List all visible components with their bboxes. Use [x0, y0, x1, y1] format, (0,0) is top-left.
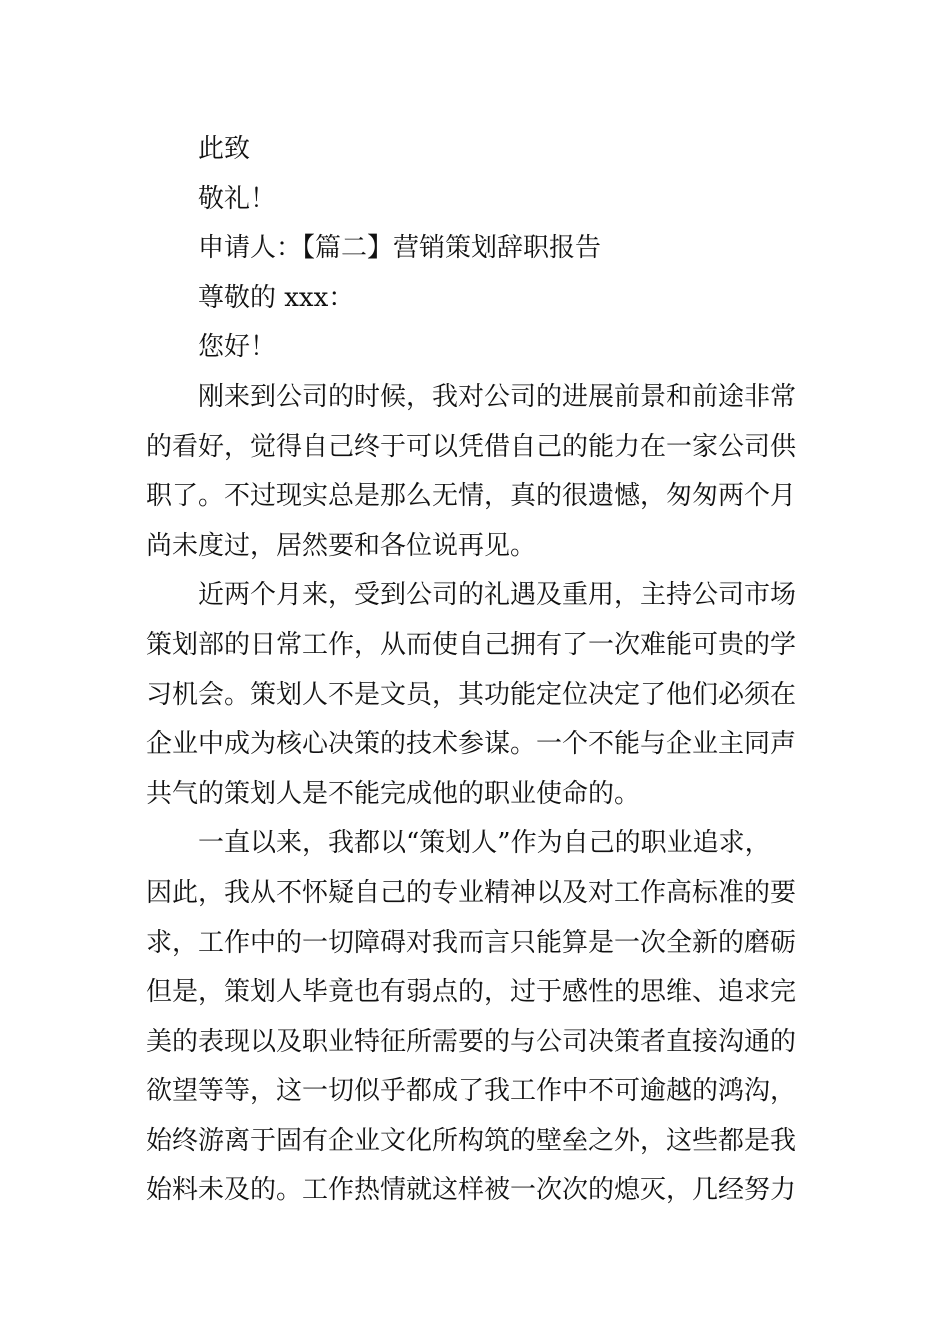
recipient-greeting: 尊敬的 xxx：: [198, 282, 355, 313]
closing-salutation: 此致: [198, 134, 251, 164]
applicant-and-heading: 申请人：【篇二】营销策划辞职报告: [198, 233, 602, 264]
paragraph-2-line-4: 企业中成为核心决策的技术参谋。一个不能与企业主同声: [146, 729, 797, 760]
paragraph-3-line-5: 美的表现以及职业特征所需要的与公司决策者直接沟通的: [146, 1026, 797, 1057]
paragraph-3-line-7: 始终游离于固有企业文化所构筑的壁垒之外，这些都是我: [146, 1125, 797, 1156]
hello-line: 您好！: [198, 332, 277, 363]
paragraph-1-line-4: 尚未度过，居然要和各位说再见。: [146, 530, 537, 561]
paragraph-2-line-2: 策划部的日常工作，从而使自己拥有了一次难能可贵的学: [146, 629, 797, 660]
paragraph-3-line-2: 因此，我从不怀疑自己的专业精神以及对工作高标准的要: [146, 877, 797, 908]
paragraph-3-line-8: 始料未及的。工作热情就这样被一次次的熄灭，几经努力: [146, 1175, 797, 1206]
paragraph-1-line-2: 的看好，觉得自己终于可以凭借自己的能力在一家公司供: [146, 431, 797, 462]
paragraph-3-line-6: 欲望等等，这一切似乎都成了我工作中不可逾越的鸿沟，: [146, 1076, 797, 1107]
paragraph-1-line-3: 职了。不过现实总是那么无情，真的很遗憾，匆匆两个月: [146, 481, 797, 512]
paragraph-3-line-1: 一直以来，我都以“策划人”作为自己的职业追求，: [198, 828, 771, 859]
paragraph-1-line-1: 刚来到公司的时候，我对公司的进展前景和前途非常: [198, 381, 797, 412]
letter-body: [146, 125, 808, 1216]
paragraph-2-line-3: 习机会。策划人不是文员，其功能定位决定了他们必须在: [146, 679, 797, 710]
paragraph-3-line-4: 但是，策划人毕竟也有弱点的，过于感性的思维、追求完: [146, 977, 797, 1008]
paragraph-2-line-1: 近两个月来，受到公司的礼遇及重用，主持公司市场: [198, 580, 797, 611]
closing-regards: 敬礼！: [198, 183, 277, 214]
paragraph-2-line-5: 共气的策划人是不能完成他的职业使命的。: [146, 778, 641, 809]
paragraph-3-line-3: 求，工作中的一切障碍对我而言只能算是一次全新的磨砺: [146, 927, 797, 958]
